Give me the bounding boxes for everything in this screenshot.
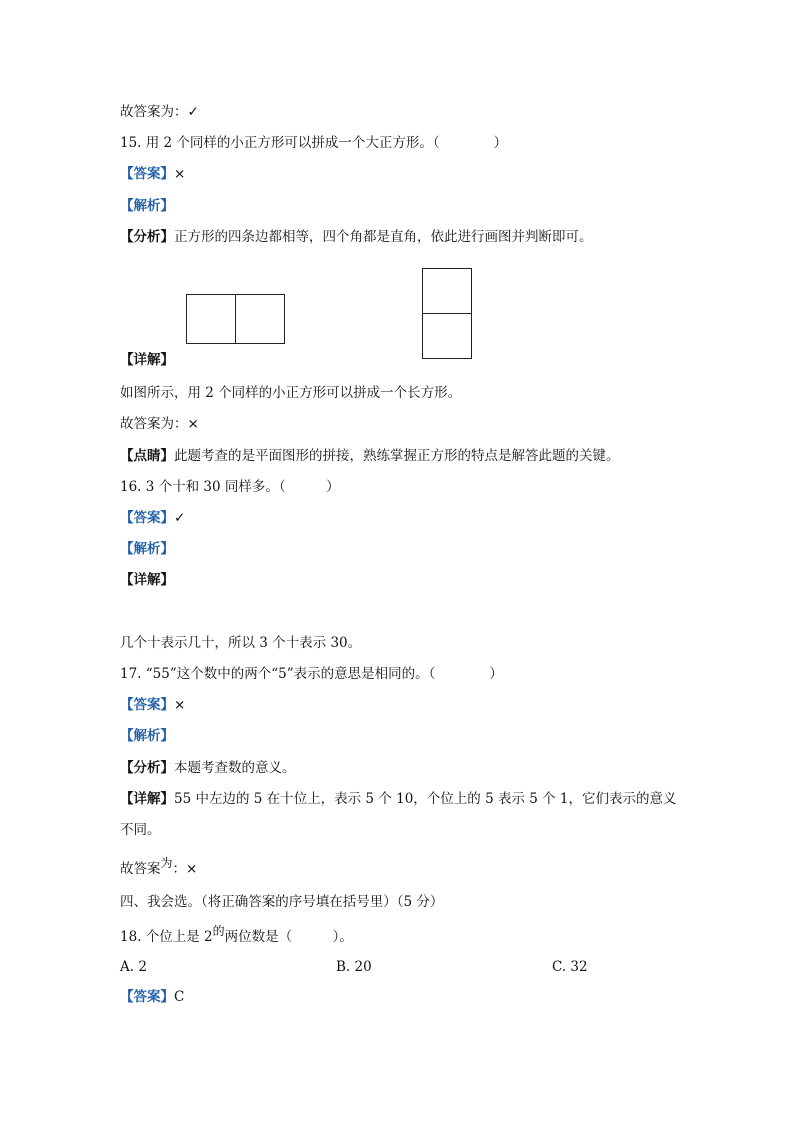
q15-point-line xyxy=(120,446,620,466)
final-answer-raised-char: 为 xyxy=(160,856,173,870)
q16-answer-line xyxy=(120,508,185,528)
q18-part-c: 两位数是（ ）。 xyxy=(224,929,353,945)
q16-analysis-heading xyxy=(120,539,174,559)
q15-explain: 如图所示，用 2 个同样的小正方形可以拼成一个长方形。 xyxy=(120,385,462,401)
q17-analysis-text: 本题考查数的意义。 xyxy=(174,760,296,776)
figure-divider xyxy=(235,295,236,343)
analysis-heading-tag: 【解析】 xyxy=(120,541,174,557)
q18-option-b: B. 20 xyxy=(336,959,372,975)
q15-analysis-heading xyxy=(120,196,174,216)
analysis-heading-tag: 【解析】 xyxy=(120,728,174,744)
q17-final-answer xyxy=(120,856,198,879)
question-18 xyxy=(120,924,353,947)
check-mark-icon: ✓ xyxy=(174,510,186,526)
q15-analysis-text: 正方形的四条边都相等，四个角都是直角，依此进行画图并判断即可。 xyxy=(174,229,593,245)
answer-tag: 【答案】 xyxy=(120,510,174,526)
q17-detail-text: 55 中左边的 5 在十位上，表示 5 个 10，个位上的 5 表示 5 个 1，它们表示的意义 xyxy=(174,791,677,807)
q15-final-answer xyxy=(120,414,199,434)
point-tag: 【点睛】 xyxy=(120,448,174,464)
cross-mark-icon: × xyxy=(186,861,198,877)
final-answer-part: 故答案 xyxy=(120,861,161,877)
final-answer-prefix: 故答案为： xyxy=(120,416,188,432)
analysis-tag: 【分析】 xyxy=(120,229,174,245)
answer-prefix: 故答案为： xyxy=(120,104,188,120)
q15-point-text: 此题考查的是平面图形的拼接，熟练掌握正方形的特点是解答此题的关键。 xyxy=(174,448,620,464)
figure-divider xyxy=(423,313,471,314)
question-17: 17. “55”这个数中的两个“5”表示的意思是相同的。（ ） xyxy=(120,666,503,682)
cross-mark-icon: × xyxy=(174,166,186,182)
analysis-heading-tag: 【解析】 xyxy=(120,198,174,214)
q16-detail-heading xyxy=(120,570,174,590)
q17-detail-continued: 不同。 xyxy=(120,822,161,838)
question-16: 16. 3 个十和 30 同样多。（ ） xyxy=(120,479,340,495)
two-squares-horizontal-figure xyxy=(186,294,285,344)
q17-answer-line xyxy=(120,695,185,715)
prev-answer-line xyxy=(120,102,199,122)
two-squares-vertical-figure xyxy=(422,268,472,359)
q17-detail-line xyxy=(120,789,677,809)
q17-analysis-line xyxy=(120,758,296,778)
q15-answer-line xyxy=(120,164,185,184)
analysis-tag: 【分析】 xyxy=(120,760,174,776)
q18-answer-line xyxy=(120,987,184,1007)
answer-tag: 【答案】 xyxy=(120,989,174,1005)
q18-part-a: 18. 个位上是 2 xyxy=(120,929,213,945)
answer-tag: 【答案】 xyxy=(120,697,174,713)
check-mark-icon: ✓ xyxy=(187,104,199,120)
detail-tag: 【详解】 xyxy=(120,352,174,368)
q17-analysis-heading xyxy=(120,726,174,746)
q18-option-c: C. 32 xyxy=(552,959,588,975)
cross-mark-icon: × xyxy=(174,697,186,713)
question-15: 15. 用 2 个同样的小正方形可以拼成一个大正方形。（ ） xyxy=(120,135,508,151)
q15-detail-heading xyxy=(120,350,174,370)
q16-explain: 几个十表示几十，所以 3 个十表示 30。 xyxy=(120,635,362,651)
detail-tag: 【详解】 xyxy=(120,791,174,807)
q18-raised-char: 的 xyxy=(212,924,225,938)
final-answer-colon: ： xyxy=(172,861,187,877)
q15-analysis-line xyxy=(120,227,593,247)
q18-option-a: A. 2 xyxy=(120,959,147,975)
q18-answer-value: C xyxy=(174,989,185,1005)
answer-tag: 【答案】 xyxy=(120,166,174,182)
detail-tag: 【详解】 xyxy=(120,572,174,588)
section-4-heading: 四、我会选。（将正确答案的序号填在括号里）（5 分） xyxy=(120,894,444,910)
cross-mark-icon: × xyxy=(187,416,199,432)
